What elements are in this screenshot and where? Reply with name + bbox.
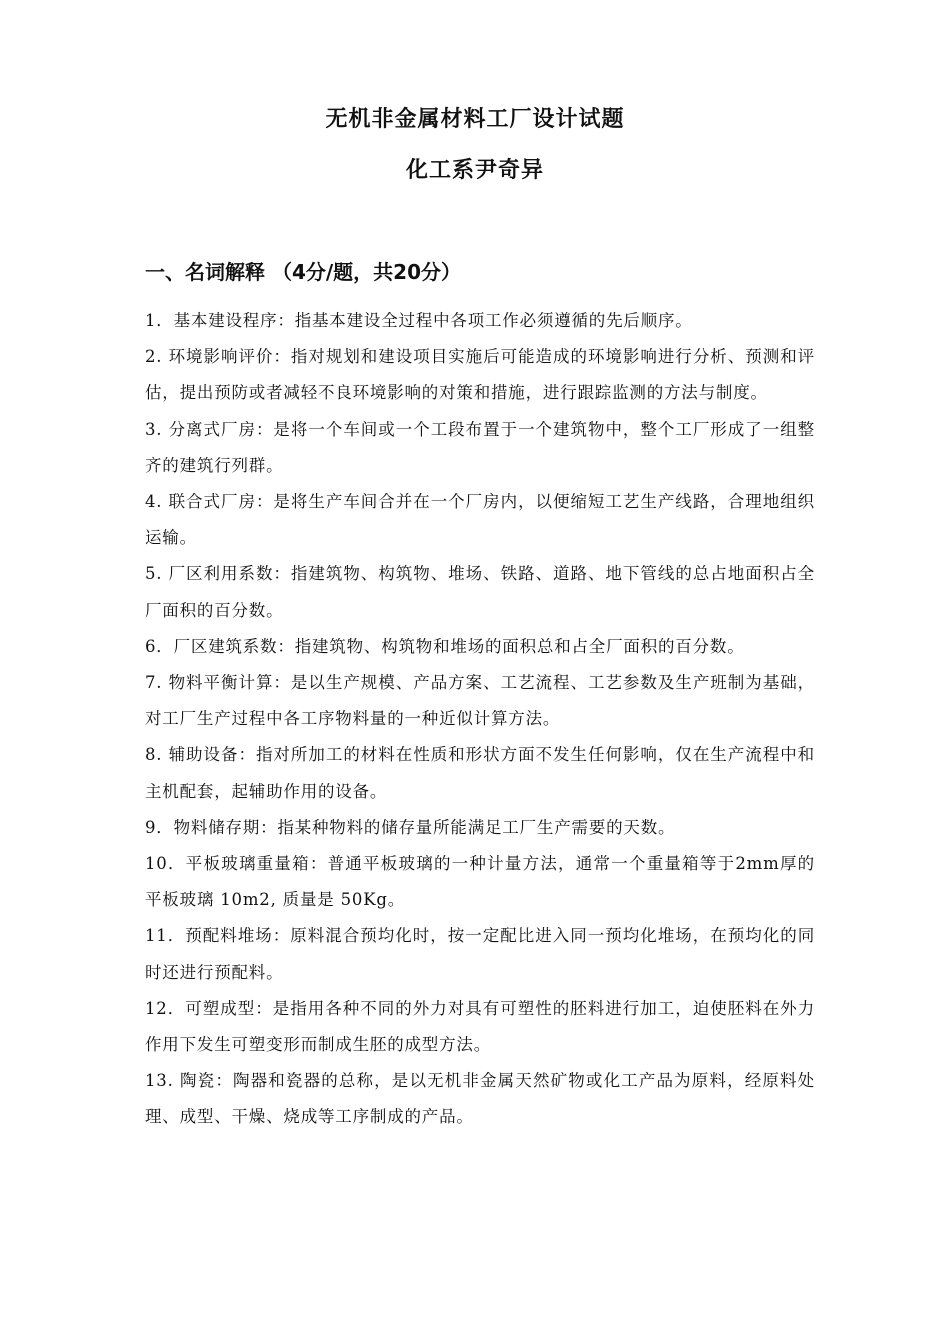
definition-item: 6．厂区建筑系数：指建筑物、构筑物和堆场的面积总和占全厂面积的百分数。 [145, 636, 745, 656]
definition-item: 2. 环境影响评价：指对规划和建设项目实施后可能造成的环境影响进行分析、预测和评估，提出预防或者减轻不良环境影响的对策和措施，进行跟踪监测的方法与制度。 [145, 347, 815, 403]
definition-item: 13. 陶瓷：陶器和瓷器的总称，是以无机非金属天然矿物或化工产品为原料，经原料处理、成型、干燥、烧成等工序制成的产品。 [145, 1071, 815, 1127]
definition-item: 1．基本建设程序：指基本建设全过程中各项工作必须遵循的先后顺序。 [145, 311, 693, 330]
document-title: 无机非金属材料工厂设计试题 [325, 107, 625, 132]
document-subtitle: 化工系尹奇异 [405, 158, 544, 183]
definition-item: 4. 联合式厂房：是将生产车间合并在一个厂房内，以便缩短工艺生产线路，合理地组织运输。 [145, 492, 815, 548]
definition-item: 8. 辅助设备：指对所加工的材料在性质和形状方面不发生任何影响，仅在生产流程中和主机配套，起辅助作用的设备。 [145, 745, 815, 801]
definition-item: 9．物料储存期：指某种物料的储存量所能满足工厂生产需要的天数。 [145, 817, 676, 837]
definition-item: 10．平板玻璃重量箱：普通平板玻璃的一种计量方法，通常一个重量箱等于2mm厚的平板玻璃 10m2, 质量是 50Kg。 [145, 854, 815, 910]
definition-item: 3. 分离式厂房：是将一个车间或一个工段布置于一个建筑物中，整个工厂形成了一组整齐的建筑行列群。 [145, 419, 815, 475]
definition-list [145, 303, 815, 1136]
definition-item: 11．预配料堆场：原料混合预均化时，按一定配比进入同一预均化堆场，在预均化的同时还进行预配料。 [145, 926, 815, 982]
definition-item: 5. 厂区利用系数：指建筑物、构筑物、堆场、铁路、道路、地下管线的总占地面积占全厂面积的百分数。 [145, 564, 815, 620]
definition-item: 12．可塑成型：是指用各种不同的外力对具有可塑性的胚料进行加工，迫使胚料在外力作用下发生可塑变形而制成生胚的成型方法。 [145, 998, 815, 1055]
section-heading: 一、名词解释 （4分/题，共20分） [145, 260, 462, 284]
definition-item: 7. 物料平衡计算：是以生产规模、产品方案、工艺流程、工艺参数及生产班制为基础，对工厂生产过程中各工序物料量的一种近似计算方法。 [145, 673, 815, 729]
